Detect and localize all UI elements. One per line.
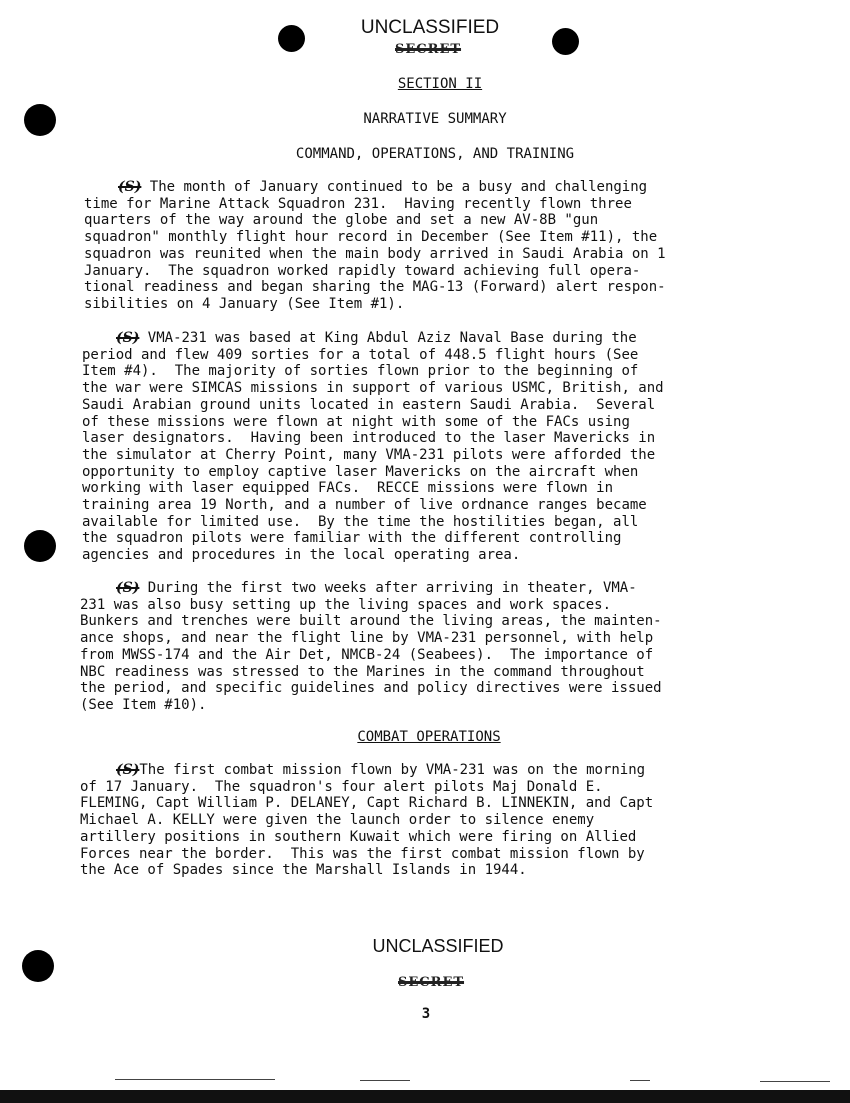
classification-mark-2: (S): [116, 330, 140, 346]
scan-artifact: [115, 1079, 275, 1080]
paragraph-line: January. The squadron worked rapidly toward achieving full opera-: [84, 262, 641, 279]
classification-mark-1: (S): [118, 179, 142, 195]
paragraph-line: the war were SIMCAS missions in support of various USMC, British, and: [82, 380, 664, 397]
paragraph-line: of 17 January. The squadron's four alert pilots Maj Donald E.: [80, 778, 603, 795]
paragraph-2: [82, 330, 802, 564]
paragraph-line: sibilities on 4 January (See Item #1).: [84, 295, 405, 312]
paragraph-line: Bunkers and trenches were built around the living areas, the mainten-: [80, 613, 662, 630]
paragraph-line: quarters of the way around the globe and set a new AV-8B "gun: [84, 212, 599, 229]
paragraph-line: training area 19 North, and a number of live ordnance ranges became: [82, 497, 647, 514]
paragraph-line: tional readiness and began sharing the MAG-13 (Forward) alert respon-: [84, 279, 666, 296]
section-heading: COMMAND, OPERATIONS, AND TRAINING: [295, 146, 575, 162]
paragraph-line: squadron was reunited when the main body arrived in Saudi Arabia on 1: [84, 245, 666, 262]
paragraph-line: Item #4). The majority of sorties flown prior to the beginning of: [82, 363, 639, 380]
paragraph-line: available for limited use. By the time the hostilities began, all: [82, 513, 639, 530]
paragraph-line: from MWSS-174 and the Air Det, NMCB-24 (Seabees). The importance of: [80, 646, 654, 663]
paragraph-line: of these missions were flown at night with some of the FACs using: [82, 413, 630, 430]
paragraph-line: time for Marine Attack Squadron 231. Having recently flown three: [84, 195, 632, 212]
paragraph-line: VMA-231 was based at King Abdul Aziz Naval Base during the: [139, 330, 637, 346]
scan-artifact: [630, 1080, 650, 1081]
punch-hole: [24, 530, 56, 562]
paragraph-line: FLEMING, Capt William P. DELANEY, Capt Richard B. LINNEKIN, and Capt: [80, 795, 654, 812]
paragraph-4: [80, 762, 800, 879]
paragraph-line: working with laser equipped FACs. RECCE missions were flown in: [82, 480, 614, 497]
paragraph-line: The first combat mission flown by VMA-231 was on the morning: [139, 762, 646, 778]
paragraph-line: NBC readiness was stressed to the Marines in the command throughout: [80, 663, 645, 680]
section-subtitle: NARRATIVE SUMMARY: [363, 111, 507, 127]
classification-mark-4: (S): [116, 762, 140, 778]
paragraph-line: Forces near the border. This was the first combat mission flown by: [80, 845, 645, 862]
classification-mark-3: (S): [116, 580, 140, 596]
paragraph-line: opportunity to employ captive laser Mavericks on the aircraft when: [82, 463, 639, 480]
paragraph-line: Saudi Arabian ground units located in eastern Saudi Arabia. Several: [82, 396, 656, 413]
paragraph-line: 231 was also busy setting up the living spaces and work spaces.: [80, 596, 612, 613]
paragraph-line: The month of January continued to be a busy and challenging: [141, 179, 648, 195]
paragraph-line: the simulator at Cherry Point, many VMA-231 pilots were afforded the: [82, 446, 656, 463]
paragraph-line: artillery positions in southern Kuwait which were firing on Allied: [80, 828, 637, 845]
paragraph-line: the squadron pilots were familiar with the different controlling: [82, 530, 622, 547]
footer-stamp-struck: SECRET: [398, 975, 465, 990]
paragraph-line: (See Item #10).: [80, 696, 207, 713]
paragraph-line: ance shops, and near the flight line by VMA-231 personnel, with help: [80, 630, 654, 647]
paragraph-line: laser designators. Having been introduced to the laser Mavericks in: [82, 430, 656, 447]
paragraph-line: agencies and procedures in the local operating area.: [82, 547, 521, 564]
paragraph-line: squadron" monthly flight hour record in December (See Item #11), the: [84, 229, 658, 246]
scan-artifact: [760, 1081, 830, 1082]
paragraph-3: [80, 580, 800, 714]
page-number: 3: [421, 1006, 431, 1022]
paragraph-line: Michael A. KELLY were given the launch order to silence enemy: [80, 812, 595, 829]
combat-operations-heading: COMBAT OPERATIONS: [357, 729, 501, 745]
scan-border: [0, 1090, 850, 1103]
paragraph-line: the period, and specific guidelines and policy directives were issued: [80, 680, 662, 697]
header-classification: UNCLASSIFIED: [360, 17, 500, 38]
paragraph-line: period and flew 409 sorties for a total of 448.5 flight hours (See: [82, 346, 639, 363]
paragraph-line: During the first two weeks after arriving in theater, VMA-: [139, 580, 637, 596]
section-title: SECTION II: [397, 76, 483, 92]
footer-classification: UNCLASSIFIED: [372, 936, 504, 956]
header-stamp-struck: SECRET: [395, 42, 462, 57]
paragraph-1: [84, 179, 804, 313]
scan-artifact: [360, 1080, 410, 1081]
paragraph-line: the Ace of Spades since the Marshall Islands in 1944.: [80, 862, 527, 879]
